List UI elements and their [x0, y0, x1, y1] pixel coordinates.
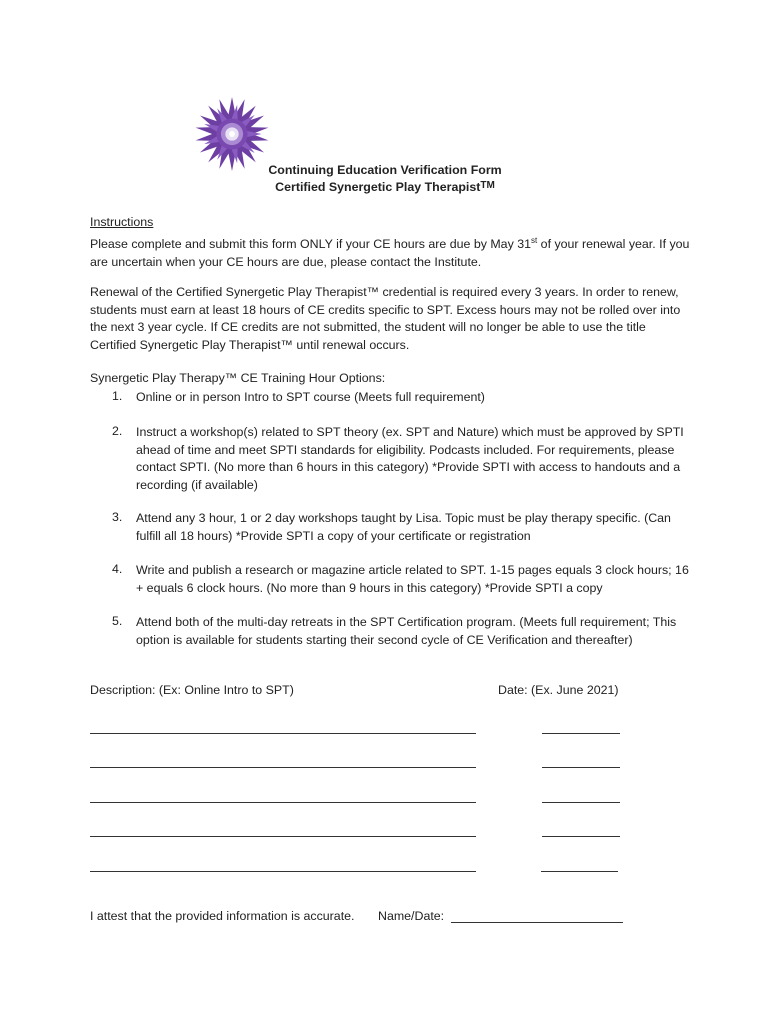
date-field-1[interactable]	[542, 733, 620, 734]
instructions-heading: Instructions	[90, 215, 154, 229]
list-item-text: Instruct a workshop(s) related to SPT theory (ex. SPT and Nature) which must be approved by SPTI ahead of time and meet SPTI standards for eligibility. Podcasts included. For requirements, please contact SPTI. (No more than 6 hours in this category) *Provide SPTI with access to handouts and a recording (if available)	[136, 425, 684, 492]
list-item-text: Write and publish a research or magazine article related to SPT. 1-15 pages equals 3 clock hours; 16 + equals 6 clock hours. (No more than 9 hours in this category) *Provide SPTI a copy	[136, 563, 689, 595]
description-field-1[interactable]	[90, 733, 476, 734]
list-item-number: 5.	[112, 614, 123, 628]
renewal-paragraph: Renewal of the Certified Synergetic Play Therapist™ credential is required every 3 years. In order to renew, students must earn at least 18 hours of CE credits specific to SPT. Excess hours may not be rolled over into the next 3 year cycle. If CE credits are not submitted, the student will no longer be able to use the title Certified Synergetic Play Therapist™ until renewal occurs.	[90, 285, 681, 352]
description-field-3[interactable]	[90, 802, 476, 803]
list-item-text: Attend both of the multi-day retreats in the SPT Certification program. (Meets full requirement; This option is available for students starting their second cycle of CE Verification and thereafter)	[136, 615, 677, 647]
options-heading: Synergetic Play Therapy™ CE Training Hour Options:	[90, 371, 386, 385]
description-field-5[interactable]	[90, 871, 476, 872]
date-field-3[interactable]	[542, 802, 620, 803]
form-subtitle: Certified Synergetic Play Therapist™	[275, 180, 495, 194]
flower-logo	[195, 97, 269, 171]
description-field-2[interactable]	[90, 767, 476, 768]
description-field-4[interactable]	[90, 836, 476, 837]
attestation-text: I attest that the provided information is accurate.	[90, 909, 355, 923]
list-item-number: 1.	[112, 389, 123, 403]
date-field-5[interactable]	[541, 871, 618, 872]
date-field-2[interactable]	[542, 767, 620, 768]
list-item-text: Attend any 3 hour, 1 or 2 day workshops taught by Lisa. Topic must be play therapy specific. (Can fulfill all 18 hours) *Provide SPTI a copy of your certificate or registration	[136, 511, 671, 543]
description-label: Description: (Ex: Online Intro to SPT)	[90, 683, 294, 697]
form-title: Continuing Education Verification Form	[268, 163, 502, 177]
list-item-number: 2.	[112, 424, 123, 438]
list-item-number: 3.	[112, 510, 123, 524]
date-field-4[interactable]	[542, 836, 620, 837]
date-label: Date: (Ex. June 2021)	[498, 683, 619, 697]
name-date-field[interactable]	[451, 922, 623, 923]
list-item-text: Online or in person Intro to SPT course (Meets full requirement)	[136, 390, 485, 404]
instructions-paragraph: Please complete and submit this form ONLY if your CE hours are due by May 31st of your renewal year. If you are uncertain when your CE hours are due, please contact the Institute.	[90, 236, 690, 269]
list-item-number: 4.	[112, 562, 123, 576]
name-date-label: Name/Date:	[378, 909, 445, 923]
